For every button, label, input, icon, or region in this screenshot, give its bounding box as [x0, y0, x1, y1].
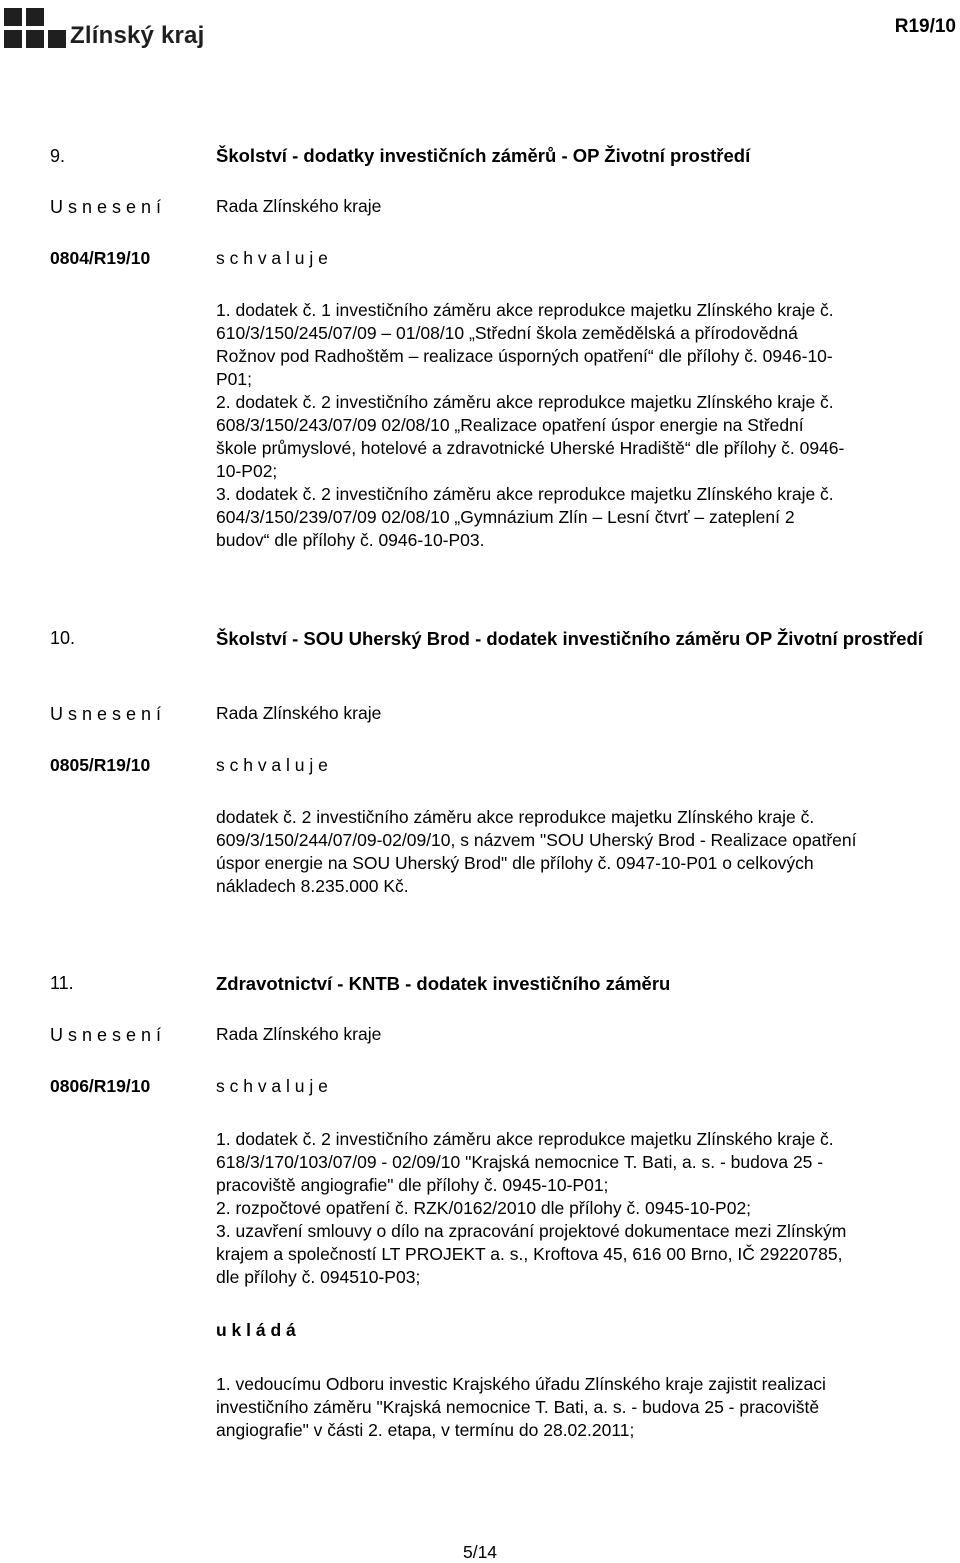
- zlinsky-kraj-logo: [0, 0, 205, 60]
- verb-schvaluje: s c h v a l u j e: [216, 248, 328, 268]
- text-line: škole průmyslové, hotelové a zdravotnické Uherské Hradiště“ dle přílohy č. 0946-: [216, 438, 845, 458]
- text-line: 1. dodatek č. 1 investičního záměru akce reprodukce majetku Zlínského kraje č.: [216, 300, 834, 320]
- council-name: Rada Zlínského kraje: [216, 1024, 382, 1044]
- section-number: 11.: [50, 973, 74, 993]
- text-line: 3. dodatek č. 2 investičního záměru akce reprodukce majetku Zlínského kraje č.: [216, 484, 834, 504]
- resolution-text: [216, 1128, 956, 1289]
- section-number: 10.: [50, 628, 76, 648]
- text-line: P01;: [216, 369, 252, 389]
- verb-schvaluje: s c h v a l u j e: [216, 755, 328, 775]
- usneseni-label: U s n e s e n í: [50, 197, 162, 217]
- text-line: 3. uzavření smlouvy o dílo na zpracování projektové dokumentace mezi Zlínským: [216, 1221, 847, 1241]
- usneseni-label: U s n e s e n í: [50, 1025, 162, 1045]
- text-line: budov“ dle přílohy č. 0946-10-P03.: [216, 530, 485, 550]
- text-line: úspor energie na SOU Uherský Brod" dle přílohy č. 0947-10-P01 o celkových: [216, 853, 814, 873]
- text-line: 2. dodatek č. 2 investičního záměru akce reprodukce majetku Zlínského kraje č.: [216, 392, 834, 412]
- section-title: Školství - dodatky investičních záměrů - OP Životní prostředí: [216, 145, 751, 166]
- council-name: Rada Zlínského kraje: [216, 196, 382, 216]
- text-line: pracoviště angiografie" dle přílohy č. 0945-10-P01;: [216, 1175, 609, 1195]
- text-line: 1. dodatek č. 2 investičního záměru akce reprodukce majetku Zlínského kraje č.: [216, 1129, 834, 1149]
- text-line: 2. rozpočtové opatření č. RZK/0162/2010 dle přílohy č. 0945-10-P02;: [216, 1198, 752, 1218]
- text-line: 604/3/150/239/07/09 02/08/10 „Gymnázium Zlín – Lesní čtvrť – zateplení 2: [216, 507, 795, 527]
- resolution-text: [216, 806, 956, 898]
- logo-square-icon: [26, 30, 44, 48]
- text-line: 610/3/150/245/07/09 – 01/08/10 „Střední škola zemědělská a přírodovědná: [216, 323, 798, 343]
- verb-schvaluje: s c h v a l u j e: [216, 1076, 328, 1096]
- resolution-number: 0804/R19/10: [50, 248, 151, 268]
- resolution-number: 0805/R19/10: [50, 755, 151, 775]
- text-line: 10-P02;: [216, 461, 278, 481]
- logo-text: Zlínský kraj: [70, 22, 205, 49]
- text-line: krajem a společností LT PROJEKT a. s., Kroftova 45, 616 00 Brno, IČ 29220785,: [216, 1244, 843, 1264]
- text-line: 1. vedoucímu Odboru investic Krajského úřadu Zlínského kraje zajistit realizaci: [216, 1374, 826, 1394]
- text-line: angiografie" v části 2. etapa, v termínu do 28.02.2011;: [216, 1420, 635, 1440]
- resolution-number: 0806/R19/10: [50, 1076, 151, 1096]
- text-line: dle přílohy č. 094510-P03;: [216, 1267, 421, 1287]
- text-line: 608/3/150/243/07/09 02/08/10 „Realizace opatření úspor energie na Střední: [216, 415, 804, 435]
- section-number: 9.: [50, 146, 66, 166]
- resolution-text: [216, 1373, 956, 1442]
- section-title: Zdravotnictví - KNTB - dodatek investičního záměru: [216, 973, 671, 994]
- document-id: R19/10: [894, 16, 956, 37]
- text-line: 618/3/170/103/07/09 - 02/09/10 "Krajská nemocnice T. Bati, a. s. - budova 25 -: [216, 1152, 824, 1172]
- text-line: nákladech 8.235.000 Kč.: [216, 876, 409, 896]
- logo-square-icon: [4, 8, 22, 26]
- text-line: Rožnov pod Radhoštěm – realizace úsporných opatření“ dle přílohy č. 0946-10-: [216, 346, 833, 366]
- text-line: 609/3/150/244/07/09-02/09/10, s názvem "SOU Uherský Brod - Realizace opatření: [216, 830, 857, 850]
- logo-square-icon: [4, 30, 22, 48]
- text-line: investičního záměru "Krajská nemocnice T. Bati, a. s. - budova 25 - pracoviště: [216, 1397, 820, 1417]
- logo-square-icon: [48, 30, 66, 48]
- page-number: 5/14: [462, 1542, 498, 1562]
- section-title: Školství - SOU Uherský Brod - dodatek investičního záměru OP Životní prostředí: [216, 628, 923, 649]
- usneseni-label: U s n e s e n í: [50, 704, 162, 724]
- text-line: dodatek č. 2 investičního záměru akce reprodukce majetku Zlínského kraje č.: [216, 807, 815, 827]
- verb-uklada: u k l á d á: [216, 1320, 296, 1340]
- logo-square-icon: [26, 8, 44, 26]
- council-name: Rada Zlínského kraje: [216, 703, 382, 723]
- resolution-text: [216, 299, 956, 552]
